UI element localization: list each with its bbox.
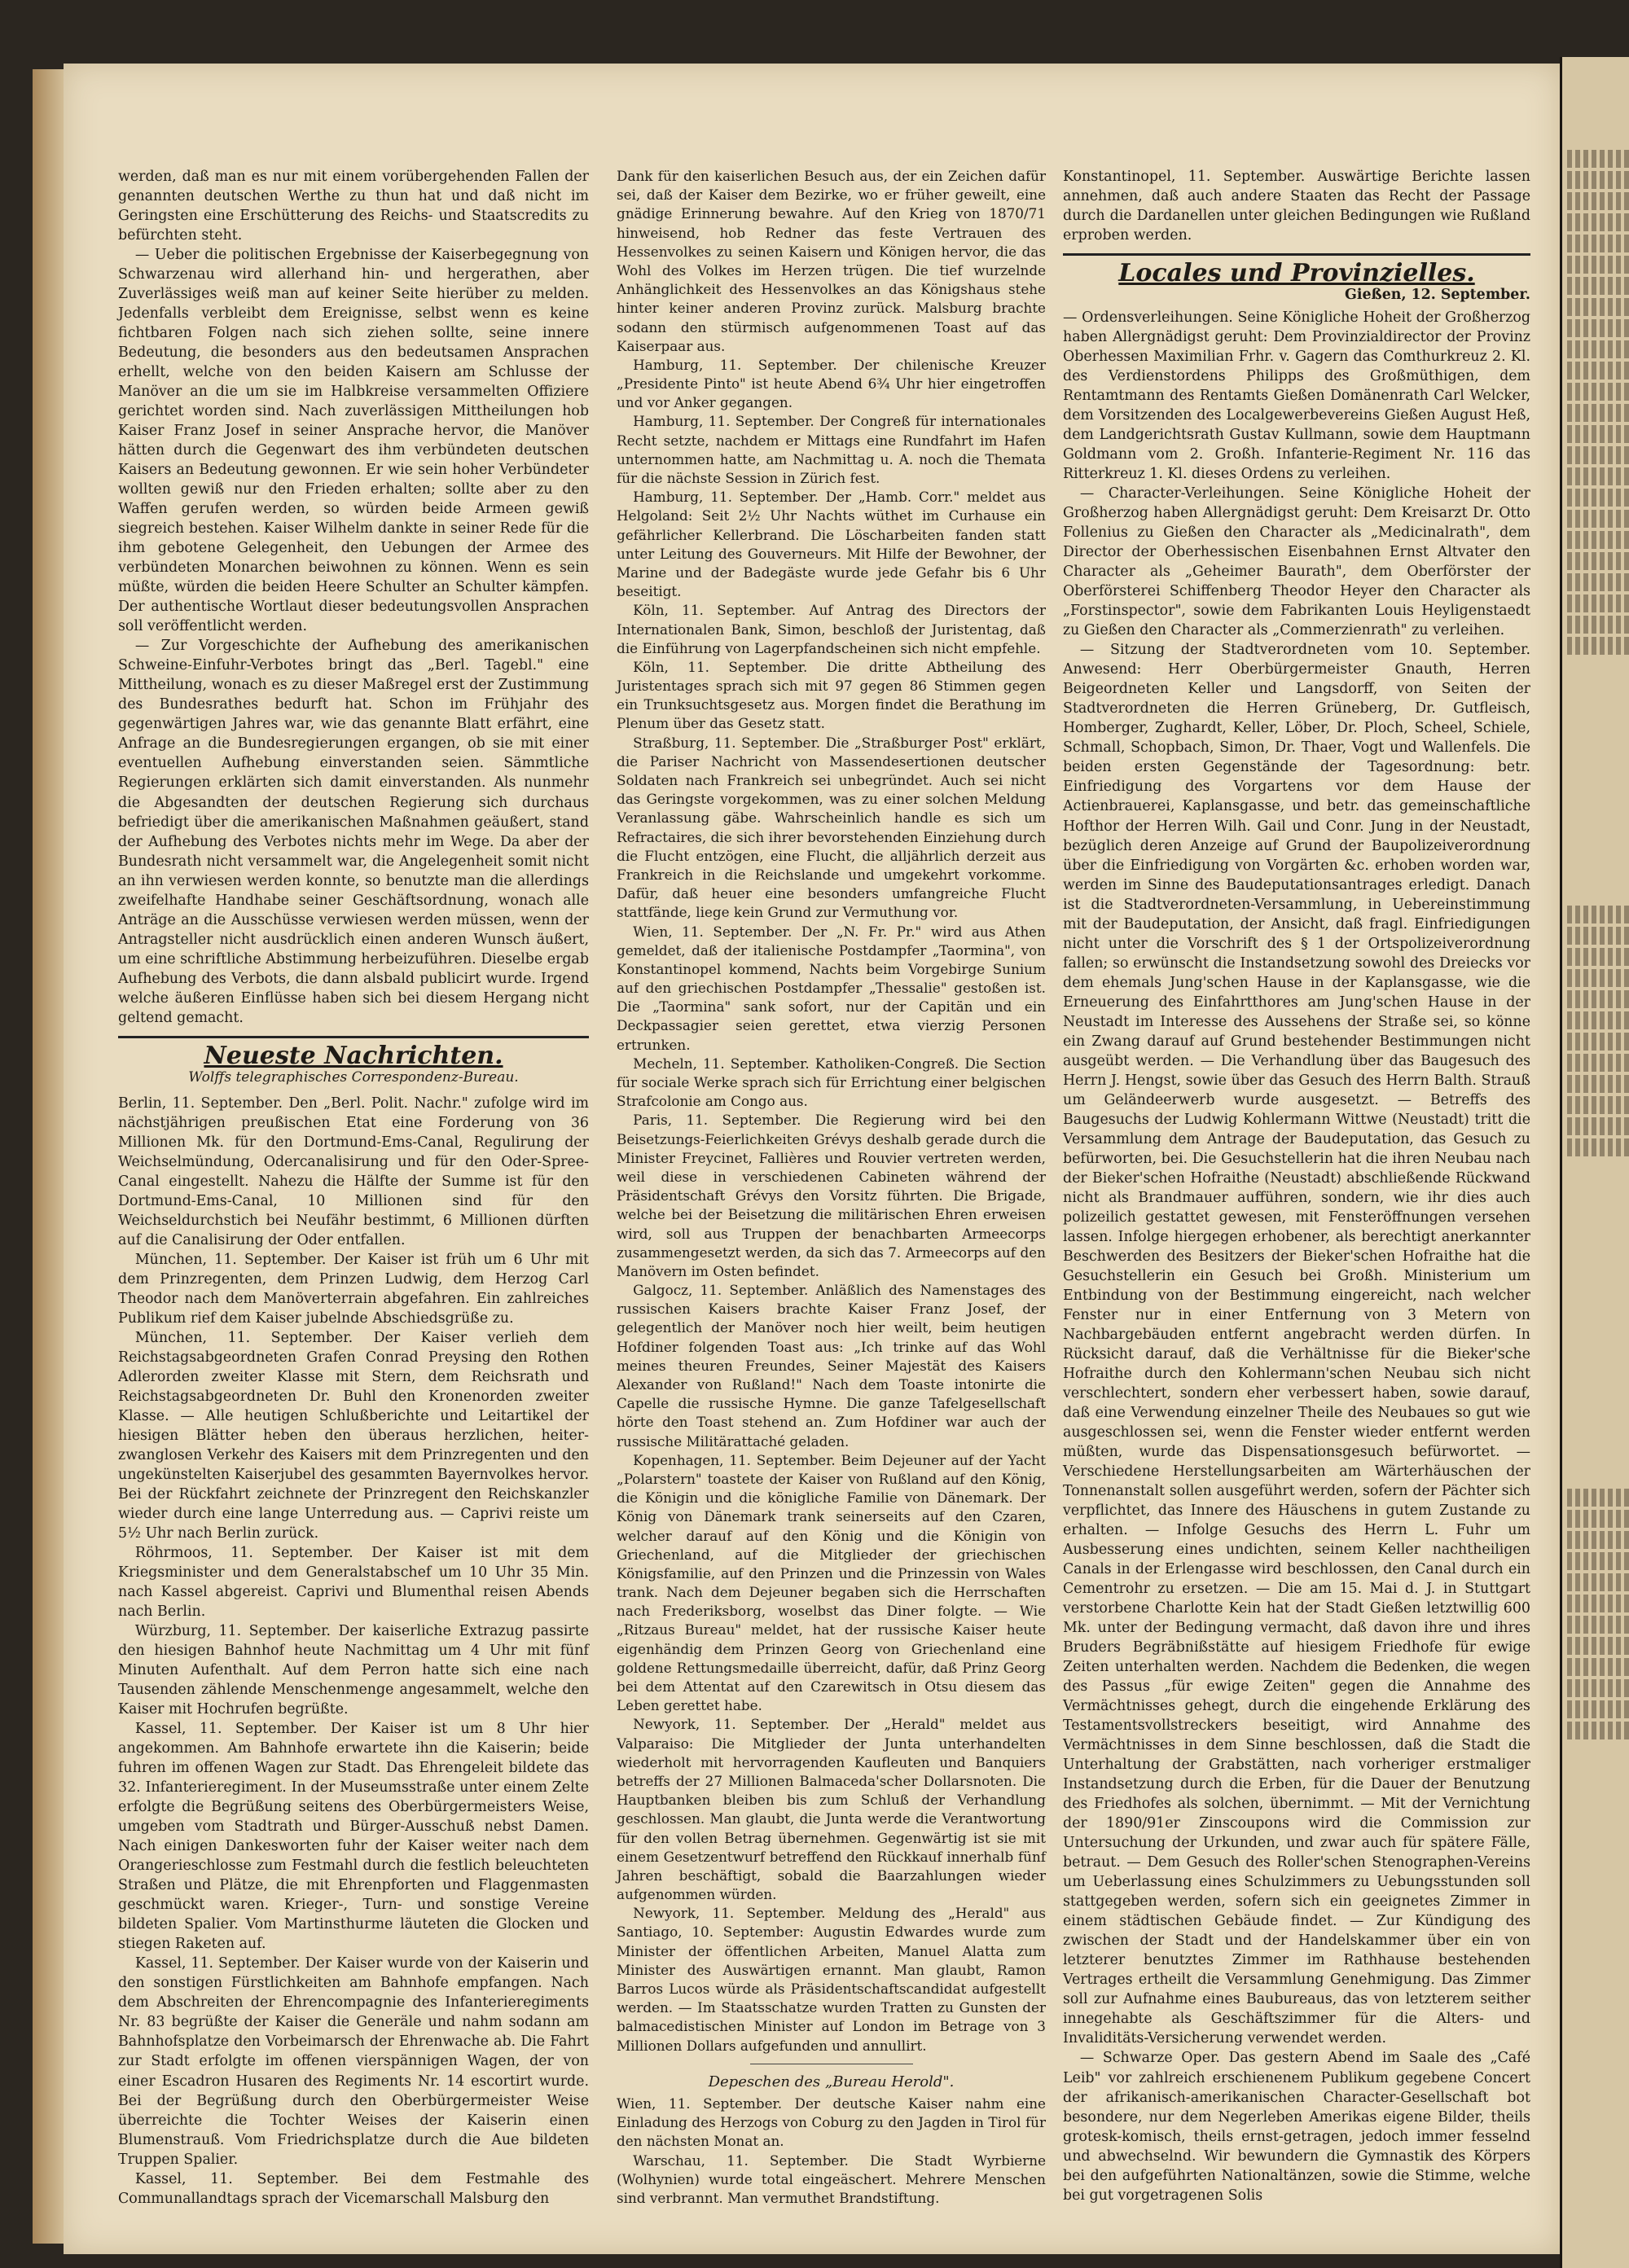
section-subtitle: Wolffs telegraphisches Correspondenz-Bureau. [188,1068,519,1086]
news-item: Kopenhagen, 11. September. Beim Dejeuner auf der Yacht „Polarstern" toastete der Kaiser von Rußland auf den König, die Königin und die königliche Familie von Dänemark. Der König von Dänemark trank seinerseits auf den Czaren, welcher darauf auf den König und die Königin von Griechenland, auf die Mitglieder der griechischen Königsfamilie, auf den Prinzen und die Prinzessin von Wales trank. Nach dem Dejeuner begaben sich die Herrschaften nach Frederiksborg, woselbst das Diner folgte. — Wie „Ritzaus Bureau" meldet, hat der russische Kaiser heute eigenhändig dem Prinzen Georg von Griechenland eine goldene Rettungsmedaille überreicht, dafür, daß Prinz Georg bei dem Attentat auf den Czarewitsch in Otsu diesem das Leben gerettet habe. [617,1451,1046,1714]
news-item: Köln, 11. September. Auf Antrag des Directors der Internationalen Bank, Simon, beschloß der Juristentag, daß die Einführung von Lagerpfandscheinen sich nicht empfehle. [617,602,1046,656]
article-paragraph: werden, daß man es nur mit einem vorübergehenden Fallen der genannten deutschen Werthe zu thun hat und daß nicht im Geringsten eine Erschütterung des Reichs- und Staatscredits zu befürchten steht. [118,169,589,244]
news-item: Wien, 11. September. Der deutsche Kaiser nahm eine Einladung des Herzogs von Coburg zu den Jagden in Tirol für den nächsten Monat an. [617,2095,1046,2150]
news-item: Hamburg, 11. September. Der „Hamb. Corr." meldet aus Helgoland: Seit 2½ Uhr Nachts wüthet im Curhause ein gefährlicher Kellerbrand. Die Löscharbeiten fanden statt unter Leitung des Gouverneurs. Mit Hilfe der Bewohner, der Marine und der Badegäste wurde jede Gefahr bis 6 Uhr beseitigt. [617,489,1046,600]
news-item: München, 11. September. Der Kaiser ist früh um 6 Uhr mit dem Prinzregenten, dem Prinzen Ludwig, dem Herzog Carl Theodor nach dem Manöverterrain abgefahren. Ein zahlreiches Publikum rief dem Kaiser jubelnde Abschiedsgrüße zu. [118,1251,589,1327]
news-item: Paris, 11. September. Die Regierung wird bei den Beisetzungs-Feierlichkeiten Grévys deshalb gerade durch die Minister Freycinet, Fallières und Rouvier vertreten werden, weil diese in verschiedenen Cabineten während der Präsidentschaft Grévys den Vorsitz führten. Die Brigade, welche bei der Beisetzung die militärischen Ehren erweisen wird, soll aus Truppen der benachbarten Armeecorps zusammengesetzt werden, da sich das 7. Armeecorps auf den Manövern im Osten befindet. [617,1112,1046,1279]
section-title-locales: Locales und Provinzielles. [1118,259,1475,288]
adjacent-page-strip [1560,57,1629,2268]
section-title-neueste-nachrichten: Neueste Nachrichten. [204,1041,503,1070]
article-paragraph: — Zur Vorgeschichte der Aufhebung des amerikanischen Schweine-Einfuhr-Verbotes bringt das „Berl. Tagebl." eine Mittheilung, wonach es zu dieser Maßregel erst der Zustimmung des Bundesrathes bedurft hat. Schon im Frühjahr des gegenwärtigen Jahres war, wie das genannte Blatt erfährt, eine Anfrage an die Bundesregierungen ergangen, ob sie mit einer eventuellen Aufhebung einverstanden seien. Sämmtliche Regierungen erklärten sich damit einverstanden. Als nunmehr die Abgesandten der deutschen Regierung sich durchaus befriedigt über die amerikanischen Maßnahmen geäußert, stand der Aufhebung des Verbotes nichts mehr im Wege. Da aber der Bundesrath nicht versammelt war, die Angelegenheit somit nicht an ihn verwiesen werden konnte, so benutzte man die allerdings zweifelhafte Handhabe seiner Geschäftsordnung, wonach alle Anträge an die Ausschüsse verwiesen werden müssen, wenn der Antragsteller nicht ausdrücklich einen anderen Wunsch äußert, um eine schriftliche Abstimmung herbeizuführen. Dieselbe ergab Aufhebung des Verbots, die dann alsbald publicirt wurde. Irgend welche äußeren Einflüsse haben sich bei diesem Hergang nicht geltend gemacht. [118,638,589,1026]
article-paragraph: — Sitzung der Stadtverordneten vom 10. September. Anwesend: Herr Oberbürgermeister Gnauth, Herren Beigeordneten Keller und Langsdorff, von Seiten der Stadtverordneten die Herren Grüneberg, Dr. Gutfleisch, Homberger, Zughardt, Keller, Löber, Dr. Ploch, Scheel, Schiele, Schmall, Schopbach, Simon, Dr. Thaer, Vogt und Wallenfels. Die beiden ersten Gegenstände der Tagesordnung: betr. Einfriedigung des Vorgartens vor dem Hause der Actienbrauerei, Kaplansgasse, und betr. das gemeinschaftliche Hofthor der Herren Wilh. Gail und Conr. Jung in der Neustadt, bezüglich deren Anzeige auf Grund der Baupolizeiverordnung über die Einfriedigung von Vorgärten &c. erhoben worden war, werden im Sinne des Baudeputationsantrages erledigt. Danach ist die Stadtverordneten-Versammlung, in Uebereinstimmung mit der Baudeputation, der Ansicht, daß fragl. Einfriedigungen nicht unter die Vorschrift des § 1 der Ortspolizeiverordnung fallen; so erwünscht die Instandsetzung sowohl des Dreiecks vor dem ehemals Jung'schen Hause in der Kaplansgasse, wie die Erneuerung des Einfahrtthores am Jung'schen Hause in der Neustadt im Interesse des Aussehens der Straße sei, so könne ein Zwang darauf auf Grund bestehender Bestimmungen nicht ausgeübt werden. — Die Verhandlung über das Baugesuch des Herrn J. Hengst, sowie über das Gesuch des Herrn Balth. Strauß um Geländeerwerb wurde ausgesetzt. — Betreffs des Baugesuchs der Ludwig Kohlermann Wittwe (Neustadt) tritt die Versammlung dem Antrage der Baudeputation, das Gesuch zu befürworten, bei. Die Gesuchstellerin hat die ihren Neubau nach der Bieker'schen Hofraithe (Neustadt) abschließende Rückwand nicht als Brandmauer aufführen, sondern, wie ihr dies auch polizeilich gestattet gewesen, mit Fensteröffnungen versehen lassen. Infolge hiergegen erhobener, als berechtigt anerkannter Beschwerden des Besitzers der Bieker'schen Hofraithe hat die Gesuchstellerin ein Gesuch bei Großh. Ministerium um Entbindung von der Bestimmung eingereicht, nach welcher Fenster nur in einer Entfernung von 3 Metern von Nachbargebäuden entfernt angebracht werden dürfen. In Rücksicht darauf, daß die Verhältnisse für die Bieker'sche Hofraithe durch den Kohlermann'schen Neubau sich nicht verschlechtert, sondern eher verbessert haben, sowie darauf, daß eine Verwendung einzelner Theile des Neubaues so gut wie ausgeschlossen sei, wenn die Fenster wieder entfernt werden müßten, wurde das Dispensationsgesuch befürwortet. — Verschiedene Herstellungsarbeiten am Wärterhäuschen der Tonnenanstalt sollen ausgeführt werden, sofern der Pächter sich verpflichtet, das Innere des Häuschens in gutem Zustande zu erhalten. — Infolge Gesuchs des Herrn L. Fuhr um Ausbesserung eines undichten, seinem Keller nachtheiligen Canals in der Erlengasse wird beschlossen, den Canal durch ein Cementrohr zu ersetzen. — Die am 15. Mai d. J. in Stuttgart verstorbene Charlotte Kein hat der Stadt Gießen letztwillig 600 Mk. unter der Bedingung vermacht, daß davon ihre und ihres Bruders Begräbnißstätte auf hiesigem Friedhofe für ewige Zeiten unterhalten werden. Nachdem die Bedenken, die wegen des Passus „für ewige Zeiten" gegen die Annahme des Vermächtnisses gehegt, durch die eingehende Erklärung des Testamentsvollstreckers beseitigt, wird Annahme des Vermächtnisses in dem Sinne beschlossen, daß die Stadt die Unterhaltung der Grabstätten, nach vorheriger erstmaliger Instandsetzung durch die Erben, für die Dauer der Benutzung des Friedhofes als solchen, übernimmt. — Mit der Vernichtung der 1890/91er Zinscoupons wird die Commission zur Untersuchung der Urkunden, und zwar auch für spätere Fälle, betraut. — Dem Gesuch des Roller'schen Stenographen-Vereins um Ueberlassung eines Schulzimmers zu Uebungsstunden soll stattgegeben werden, sofern sich ein geeignetes Zimmer in einem städtischen Gebäude findet. — Zur Kündigung des zwischen der Stadt und der Handelskammer über ein von letzterer benutztes Zimmer im Rathhause bestehenden Vertrages ertheilt die Versammlung Genehmigung. Das Zimmer soll zur Aufnahme eines Baubureaus, das von letzterem seither innegehabte als Geschäftszimmer für die Alters- und Invaliditäts-Versicherung verwendet werden. [1063,642,1530,2047]
article-paragraph: — Ordensverleihungen. Seine Königliche Hoheit der Großherzog haben Allergnädigst geruht: Dem Provinzialdirector der Provinz Oberhessen Maximilian Frhr. v. Gagern das Comthurkreuz 2. Kl. des Verdienstordens Philipps des Großmüthigen, dem Rentamtmann des Rentamts Gießen Domänenrath Carl Welcker, dem Vorsitzenden des Localgewerbevereins Gießen August Heß, dem Landgerichtsrath Gustav Kullmann, sowie dem Hauptmann Goldmann vom 2. Großh. Infanterie-Regiment Nr. 116 das Ritterkreuz 1. Kl. dieses Ordens zu verleihen. [1063,309,1530,483]
news-item: Galgocz, 11. September. Anläßlich des Namenstages des russischen Kaisers brachte Kaiser Franz Josef, der gelegentlich der Manöver noch hier weilt, beim heutigen Hofdiner folgenden Toast aus: „Ich trinke auf das Wohl meines theuren Freundes, Seiner Majestät des Kaisers Alexander von Rußland!" Nach dem Toaste intonirte die Capelle die russische Hymne. Die ganze Tafelgesellschaft hörte den Toast stehend an. Zum Hofdiner war auch der russische Militärattaché geladen. [617,1282,1046,1450]
news-item: Newyork, 11. September. Der „Herald" meldet aus Valparaiso: Die Mitglieder der Junta unterhandelten wiederholt mit hervorragenden Kaufleuten und Banquiers betreffs der 27 Millionen Balmaceda'scher Dollarsnoten. Die Hauptbanken bleiben bis zum Schluß der Verhandlung geschlossen. Man glaubt, die Junta werde die Verantwortung für den vollen Betrag übernehmen. Gegenwärtig ist sie mit einem Gesetzentwurf betreffend den Rückkauf innerhalb fünf Jahren beschäftigt, sobald die Baarzahlungen wieder aufgenommen würden. [617,1716,1046,1903]
article-paragraph: — Character-Verleihungen. Seine Königliche Hoheit der Großherzog haben Allergnädigst geruht: Dem Kreisarzt Dr. Otto Follenius zu Gießen den Character als „Medicinalrath", dem Director der Oberhessischen Eisenbahnen Ernst Altvater den Character als „Geheimer Baurath", dem Oberförster der Oberförsterei Schiffenberg Theodor Heyer den Character als „Forstinspector", sowie dem Fabrikanten Louis Heyligenstaedt zu Gießen den Character als „Commerzienrath" zu verleihen. [1063,485,1530,639]
news-item: München, 11. September. Der Kaiser verlieh dem Reichstagsabgeordneten Grafen Conrad Preysing den Rothen Adlerorden zweiter Klasse mit Stern, dem Reichsrath und Reichstagsabgeordneten Dr. Buhl den Kronenorden zweiter Klasse. — Alle heutigen Schlußberichte und Leitartikel der hiesigen Blätter heben den überaus herzlichen, heiter-zwanglosen Verkehr des Kaisers mit dem Prinzregenten und den ungekünstelten Kaiserjubel des gesammten Bayernvolkes hervor. Bei der Rückfahrt zeichnete der Prinzregent den Reichskanzler wieder durch eine lange Unterredung aus. — Caprivi reiste um 5½ Uhr nach Berlin zurück. [118,1329,589,1542]
news-item: Berlin, 11. September. Den „Berl. Polit. Nachr." zufolge wird im nächstjährigen preußischen Etat eine Forderung von 36 Millionen Mk. für den Dortmund-Ems-Canal, Regulirung der Weichselmündung, Odercanalisirung und für den Oder-Spree-Canal eingestellt. Nahezu die Hälfte der Summe ist für den Dortmund-Ems-Canal, 10 Millionen sind für den Weichseldurchstich bei Neufähr bestimmt, 6 Millionen dürften auf die Canalisirung der Oder entfallen. [118,1095,589,1248]
news-item: Newyork, 11. September. Meldung des „Herald" aus Santiago, 10. September: Augustin Edwardes wurde zum Minister der öffentlichen Arbeiten, Manuel Alatta zum Minister des Auswärtigen ernannt. Man glaubt, Ramon Barros Lucos würde als Präsidentschaftscandidat aufgestellt werden. — Im Staatsschatze wurden Tratten zu Gunsten der balmacedistischen Minister auf London im Betrage von 3 Millionen Dollars aufgefunden und annullirt. [617,1905,1046,2054]
news-item: Kassel, 11. September. Bei dem Festmahle des Communallandtags sprach der Vicemarschall Malsburg den [118,2170,589,2207]
section-divider [1063,253,1530,256]
article-paragraph: — Schwarze Oper. Das gestern Abend im Saale des „Café Leib" vor zahlreich erschienenem Publikum gegebene Concert der afrikanisch-amerikanischen Character-Gesellschaft bot besondere, nur dem Negerleben Amerikas eigene Bilder, theils grotesk-komisch, theils ernst-getragen, jedoch immer fesselnd und abwechselnd. Wir bewundern die Gymnastik des Körpers bei den aufgeführten Nationaltänzen, sowie die Stimme, welche bei gut vorgetragenen Solis [1063,2050,1530,2204]
column-1 [118,167,589,2209]
page-edge [33,69,65,2244]
news-item: Warschau, 11. September. Die Stadt Wyrbierne (Wolhynien) wurde total eingeäschert. Mehrere Menschen sind verbrannt. Man vermuthet Brandstiftung. [617,2152,1046,2206]
article-paragraph: — Ueber die politischen Ergebnisse der Kaiserbegegnung von Schwarzenau wird allerhand hin- und hergerathen, aber Zuverlässiges weiß man auf keiner Seite hierüber zu melden. Jedenfalls verbleibt dem Ereignisse, selbst wenn es keine fichtbaren Folgen nach sich ziehen sollte, seine innere Bedeutung, die besonders aus den bedeutsamen Ansprachen erhellt, welche von den beiden Kaisern am Schlusse der Manöver an die um sie im Halbkreise versammelten Offiziere gerichtet worden sind. Nach zuverlässigen Mittheilungen hob Kaiser Franz Josef in seiner Ansprache hervor, die Manöver hätten durch die Gegenwart des ihm verbündeten deutschen Kaisers an Bedeutung gewonnen. Er wie sein hoher Verbündeter wollten gewiß nur den Frieden erhalten; sollte aber zu den Waffen gerufen werden, so würden beide Armeen gewiß siegreich bestehen. Kaiser Wilhelm dankte in seiner Rede für die ihm gebotene Gelegenheit, den Uebungen der Armee des verbündeten Monarchen beiwohnen zu können. Wenn es sein müßte, würden die beiden Heere Schulter an Schulter kämpfen. Der authentische Wortlaut dieser bedeutungsvollen Ansprachen soll veröffentlicht werden. [118,247,589,635]
news-item: Würzburg, 11. September. Der kaiserliche Extrazug passirte den hiesigen Bahnhof heute Nachmittag um 4 Uhr mit fünf Minuten Aufenthalt. Auf dem Perron hatte sich eine nach Tausenden zählende Menschenmenge angesammelt, welche den Kaiser mit Hochrufen begrüßte. [118,1623,589,1718]
news-item: Köln, 11. September. Die dritte Abtheilung des Juristentages sprach sich mit 97 gegen 86 Stimmen gegen ein Trunksuchtsgesetz aus. Morgen findet die Berathung im Plenum über das Gesetz statt. [617,658,1046,732]
news-item: Wien, 11. September. Der „N. Fr. Pr." wird aus Athen gemeldet, daß der italienische Postdampfer „Taormina", von Konstantinopel kommend, Nachts beim Vorgebirge Sunium auf den griechischen Postdampfer „Thessalie" gestoßen ist. Die „Taormina" sank sofort, nur der Capitän und ein Deckpassagier seien gerettet, etwa vierzig Personen ertrunken. [617,923,1046,1053]
news-item: Straßburg, 11. September. Die „Straßburger Post" erklärt, die Pariser Nachricht von Massendesertionen deutscher Soldaten nach Frankreich sei unbegründet. Auch sei nicht das Geringste vorgekommen, was zu einer solchen Meldung Veranlassung gäbe. Wahrscheinlich handle es sich um Refractaires, die sich ihrer bevorstehenden Einziehung durch die Flucht entzögen, eine Flucht, die alljährlich derzeit aus Frankreich in die Reichslande und umgekehrt vorkomme. Dafür, daß heuer eine besonders umfangreiche Flucht stattfände, liege kein Grund zur Vermuthung vor. [617,734,1046,921]
subhead-bureau-herold: Depeschen des „Bureau Herold". [708,2073,955,2090]
column-2 [617,167,1046,2208]
news-item: Röhrmoos, 11. September. Der Kaiser ist mit dem Kriegsminister und dem Generalstabschef um 10 Uhr 35 Min. nach Kassel abgereist. Caprivi und Blumenthal reisen Abends nach Berlin. [118,1545,589,1621]
news-item: Mecheln, 11. September. Katholiken-Congreß. Die Section für sociale Werke sprach sich für Errichtung einer belgischen Strafcolonie am Congo aus. [617,1055,1046,1110]
news-item: Kassel, 11. September. Der Kaiser ist um 8 Uhr hier angekommen. Am Bahnhofe erwartete ihn die Kaiserin; beide fuhren im offenen Wagen zur Stadt. Das Ehrengeleit bildete das 32. Infanterieregiment. In der Museumsstraße unter einem Zelte erfolgte die Begrüßung seitens des Oberbürgermeisters Weise, umgeben vom Stadtrath und Bürger-Ausschuß nebst Damen. Nach einigen Dankesworten fuhr der Kaiser weiter nach dem Orangerieschlosse zum Festmahl durch die festlich beleuchteten Straßen und Plätze, die mit Ehrenpforten und Flaggenmasten geschmückt waren. Krieger-, Turn- und sonstige Vereine bildeten Spalier. Vom Martinsthurme läuteten die Glocken und stiegen Raketen auf. [118,1721,589,1953]
news-item: Hamburg, 11. September. Der Congreß für internationales Recht setzte, nachdem er Mittags eine Rundfahrt im Hafen unternommen hatte, am Nachmittag u. A. noch die Themata für die nächste Session in Zürich fest. [617,413,1046,486]
section-divider [118,1036,589,1038]
news-item: Dank für den kaiserlichen Besuch aus, der ein Zeichen dafür sei, daß der Kaiser dem Bezirke, wo er früher geweilt, eine gnädige Erinnerung bewahre. Auf den Krieg von 1870/71 hinweisend, hob Redner das feste Vertrauen des Hessenvolkes zu seinen Kaisern und Königen hervor, die das Wohl des Volkes im Herzen trügen. Die tief wurzelnde Anhänglichkeit des Hessenvolkes an das Königshaus stehe hinter keiner anderen Provinz zurück. Malsburg brachte sodann den stürmisch aufgenommenen Toast auf das Kaiserpaar aus. [617,168,1046,354]
dateline: Gießen, 12. September. [1345,287,1530,304]
news-item: Kassel, 11. September. Der Kaiser wurde von der Kaiserin und den sonstigen Fürstlichkeiten am Bahnhofe empfangen. Nach dem Abschreiten der Ehrencompagnie des Infanterieregiments Nr. 83 begrüßte der Kaiser die Generäle und nahm sodann am Bahnhofsplatze den Vorbeimarsch der Ehrenwache ab. Die Fahrt zur Stadt erfolgte im offenen vierspännigen Wagen, der von einer Escadron Husaren des Regiments Nr. 14 escortirt wurde. Bei der Begrüßung durch den Oberbürgermeister Weise überreichte die Tochter Weises der Kaiserin einen Blumenstrauß. Vom Friedrichsplatze durch die Aue bildeten Truppen Spalier. [118,1955,589,2168]
news-item: Konstantinopel, 11. September. Auswärtige Berichte lassen annehmen, daß auch andere Staaten das Recht der Passage durch die Dardanellen unter gleichen Bedingungen wie Rußland erproben werden. [1063,169,1530,244]
news-item: Hamburg, 11. September. Der chilenische Kreuzer „Presidente Pinto" ist heute Abend 6¾ Uhr hier eingetroffen und vor Anker gegangen. [617,356,1046,411]
column-3 [1063,167,1530,2205]
